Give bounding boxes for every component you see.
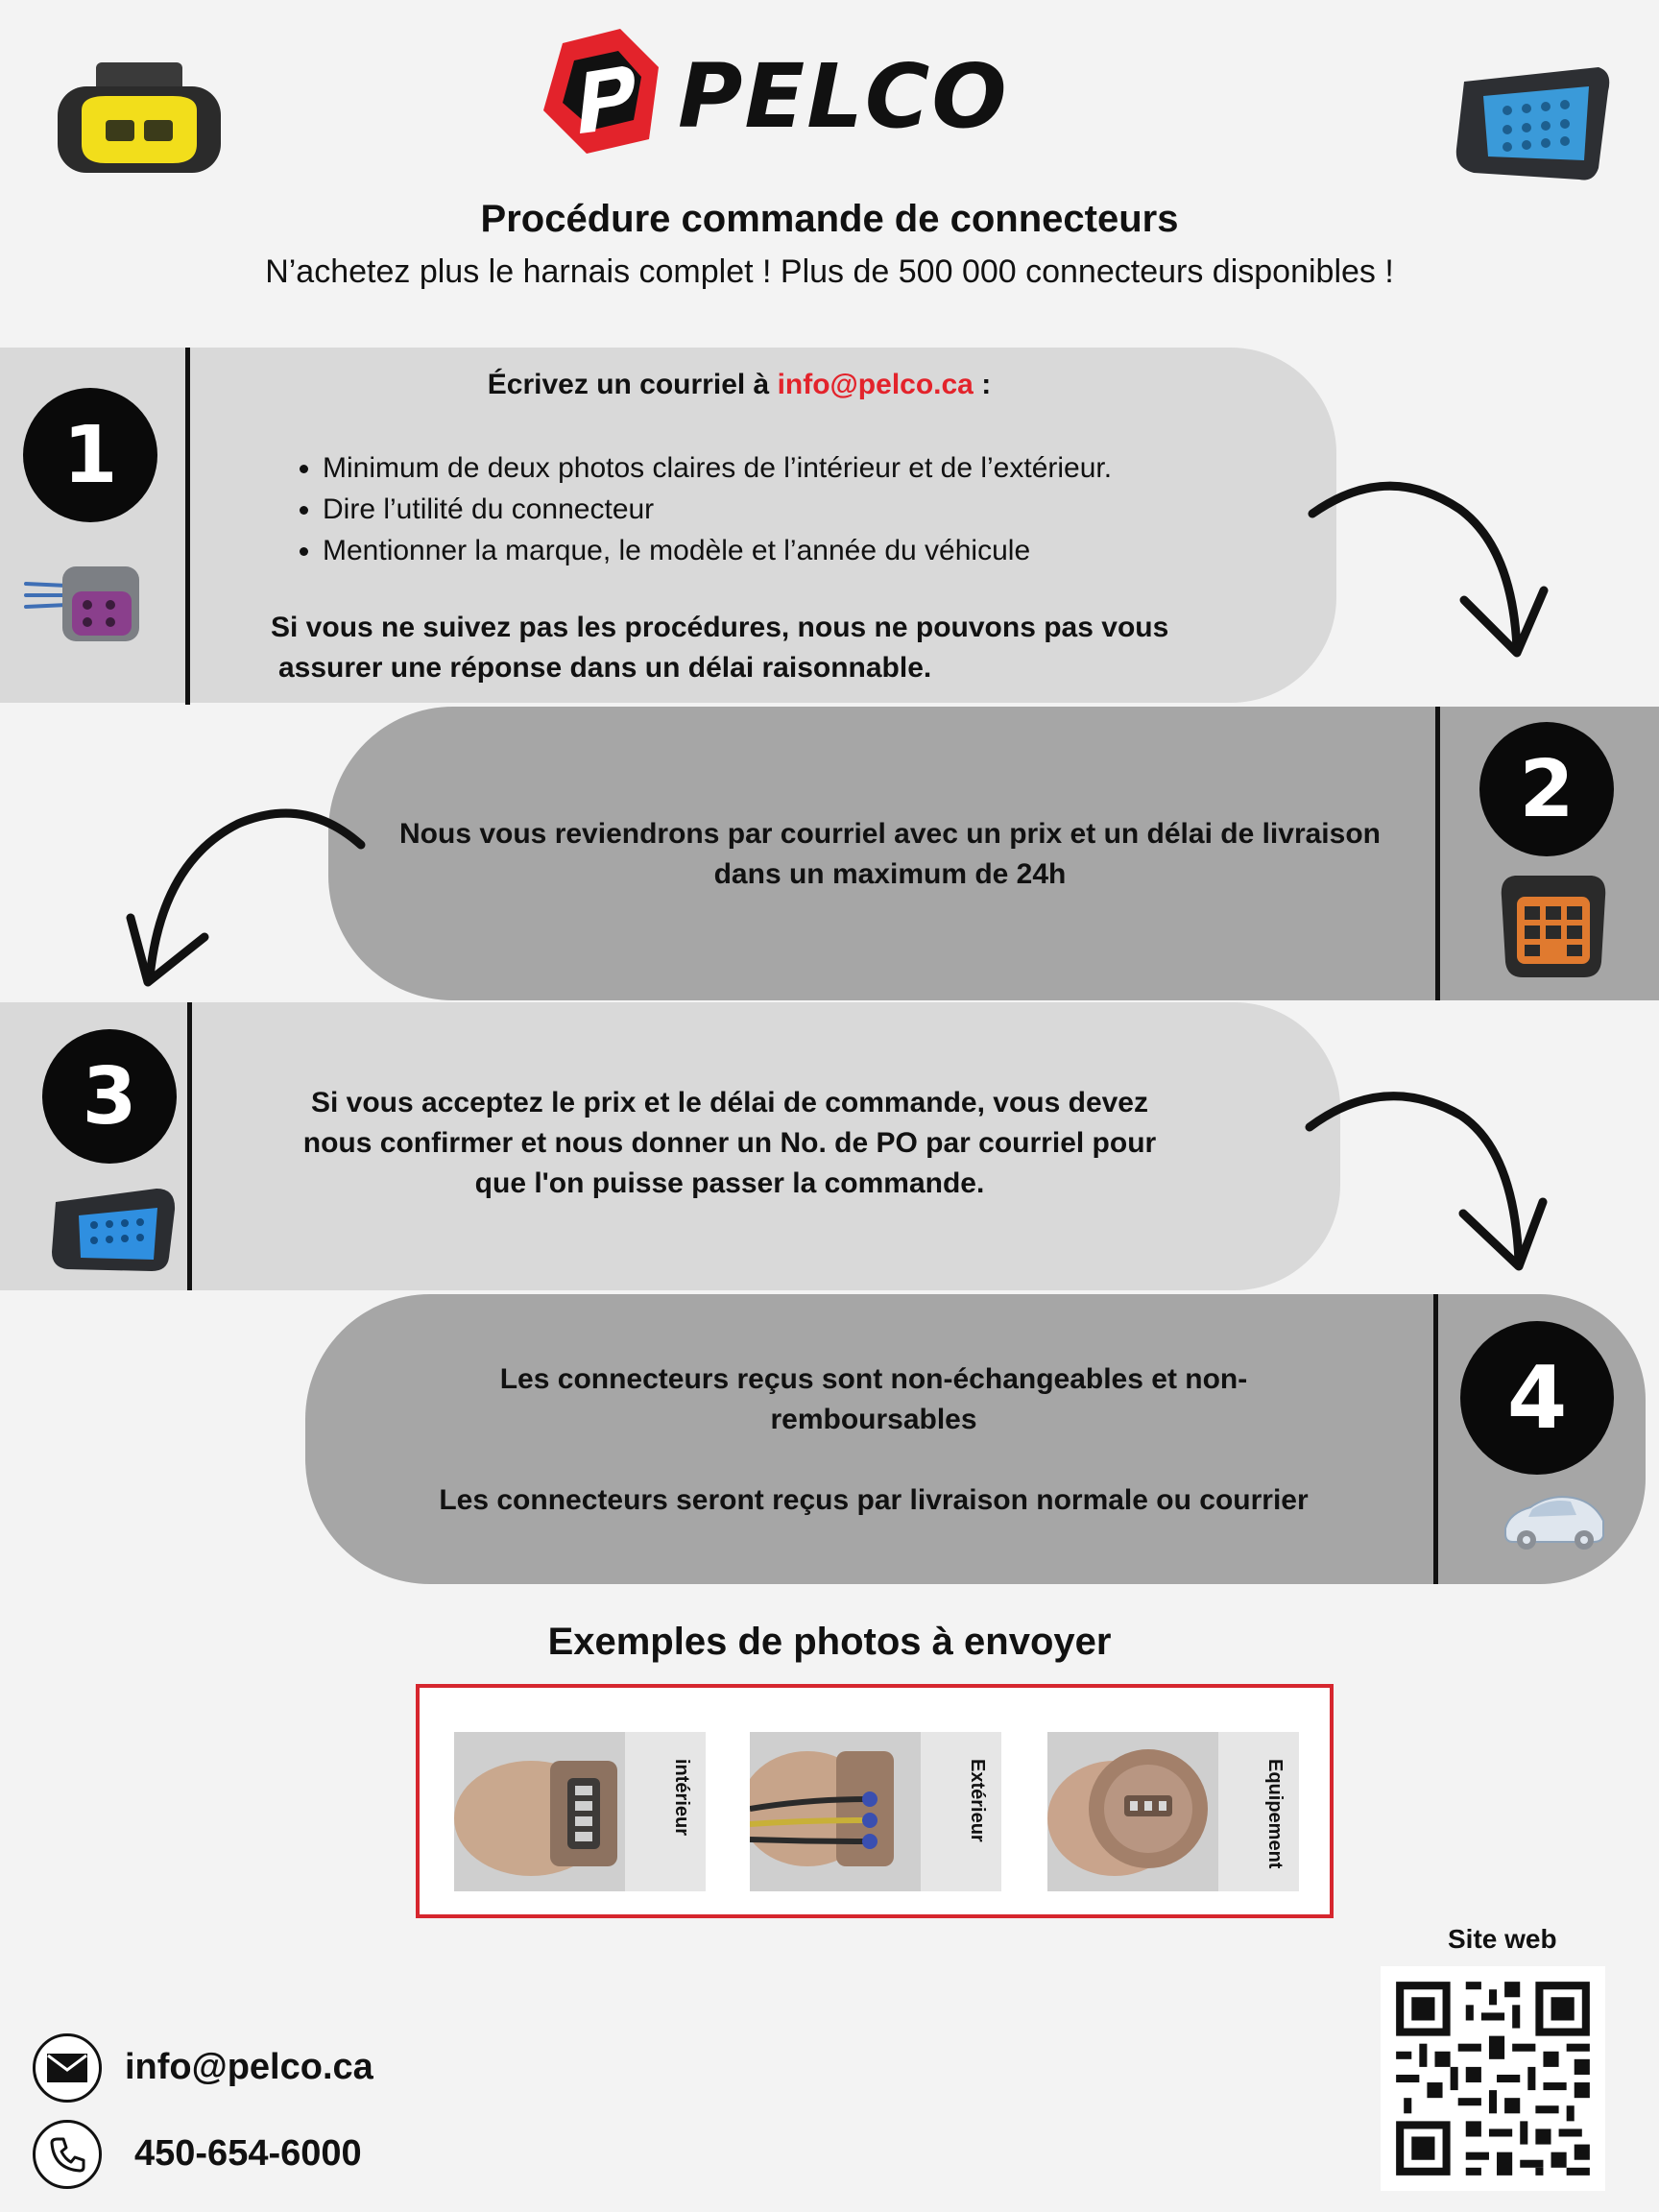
purple-connector-icon [24, 555, 158, 651]
step-1-number: 1 [23, 388, 157, 522]
step-4-divider [1433, 1294, 1438, 1584]
step-3-content [211, 1083, 1248, 1204]
qr-code-icon[interactable] [1381, 1966, 1605, 2191]
footer-phone[interactable]: 450-654-6000 [134, 2133, 362, 2174]
pelco-logo[interactable] [534, 24, 1091, 158]
step-1-divider [185, 348, 190, 705]
step-3-line-3: que l'on puisse passer la commande. [474, 1167, 985, 1199]
site-web-label: Site web [1448, 1924, 1557, 1954]
step-2-line-1: Nous vous reviendrons par courriel avec un prix et un délai de livraison [399, 818, 1381, 850]
step-1-bullet: • Dire l’utilité du connecteur [323, 489, 1283, 530]
blue-multi-pin-connector-icon [1445, 53, 1618, 187]
step-1-heading-suffix: : [973, 369, 992, 400]
footer-email[interactable]: info@pelco.ca [125, 2047, 373, 2087]
example-photo-label: intérieur [671, 1759, 692, 1837]
step-3-number: 3 [42, 1029, 177, 1164]
curved-arrow-icon [1301, 470, 1560, 672]
pelco-logo-mark [534, 24, 668, 158]
step-2-divider [1435, 707, 1440, 1000]
car-icon [1500, 1486, 1607, 1553]
step-1-email-link[interactable]: info@pelco.ca [777, 369, 974, 400]
mail-icon [33, 2033, 102, 2103]
examples-photo-box [416, 1684, 1334, 1918]
phone-icon [33, 2120, 102, 2189]
step-3-line-2: nous confirmer et nous donner un No. de PO par courriel pour [302, 1127, 1157, 1159]
step-1-bullet-list [276, 447, 1283, 571]
connector-photo-icon [454, 1732, 706, 1891]
yellow-connector-icon [48, 53, 230, 187]
page-title: Procédure commande de connecteurs [480, 198, 1179, 240]
step-1-content [259, 365, 1219, 405]
step-1-warning-line-2: assurer une réponse dans un délai raisonnable. [278, 652, 932, 684]
brand-name: PELCO [678, 45, 1009, 148]
step-4-number: 4 [1460, 1321, 1614, 1475]
step-1-warning-line-1: Si vous ne suivez pas les procédures, nous ne pouvons pas vous [271, 612, 1169, 643]
step-4-line-2: remboursables [770, 1404, 977, 1435]
example-photo-label: Equipement [1264, 1759, 1286, 1869]
step-1-heading [259, 365, 1219, 405]
curved-arrow-icon [113, 805, 373, 997]
example-photo-equipment [1047, 1732, 1299, 1891]
step-3-divider [187, 1002, 192, 1290]
step-4-line-1: Les connecteurs reçus sont non-échangeables et non- [499, 1363, 1248, 1395]
step-2-number: 2 [1479, 722, 1614, 856]
step-1-bullet: • Minimum de deux photos claires de l’intérieur et de l’extérieur. [323, 447, 1283, 489]
curved-arrow-icon [1298, 1079, 1557, 1281]
step-1-heading-prefix: Écrivez un courriel à [487, 369, 778, 400]
example-photo-interior [454, 1732, 706, 1891]
orange-connector-icon [1496, 864, 1611, 981]
step-1-bullet: • Mentionner la marque, le modèle et l’année du véhicule [323, 530, 1283, 571]
example-photo-label: Extérieur [967, 1759, 988, 1842]
connector-photo-icon [1047, 1732, 1299, 1891]
step-2-line-2: dans un maximum de 24h [713, 858, 1067, 890]
blue-connector-icon [46, 1183, 180, 1275]
connector-photo-icon [750, 1732, 1001, 1891]
step-2-content [348, 814, 1432, 895]
example-photo-exterior [750, 1732, 1001, 1891]
examples-title: Exemples de photos à envoyer [547, 1621, 1112, 1663]
step-1-warning [259, 608, 1219, 688]
step-4-line-3: Les connecteurs seront reçus par livraison normale ou courrier [439, 1484, 1309, 1516]
page-subtitle: N’achetez plus le harnais complet ! Plus de 500 000 connecteurs disponibles ! [265, 253, 1394, 290]
step-4-content [365, 1359, 1382, 1521]
step-3-line-1: Si vous acceptez le prix et le délai de commande, vous devez [310, 1087, 1148, 1118]
